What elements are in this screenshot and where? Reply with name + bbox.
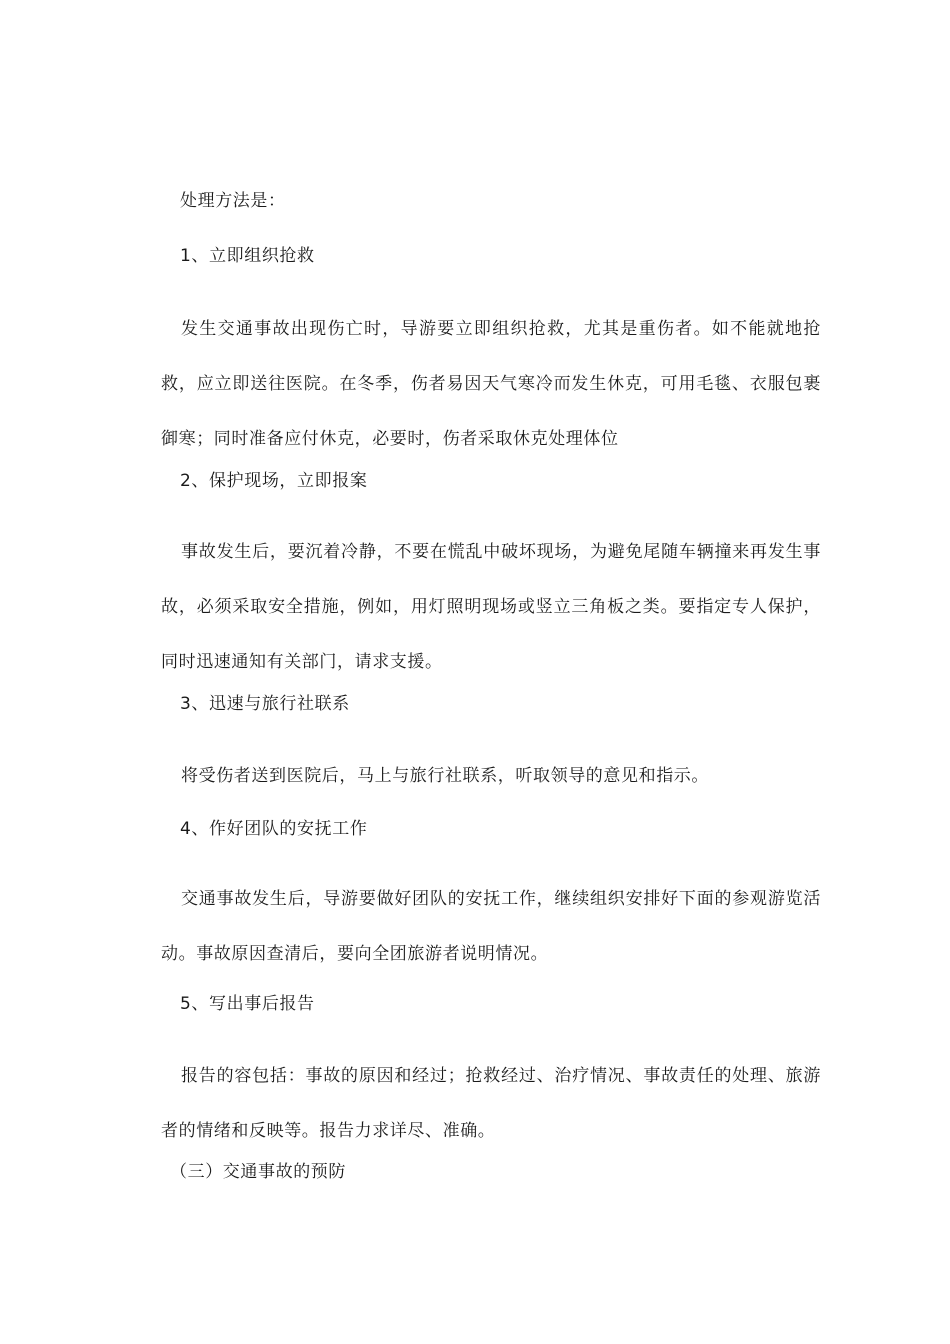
section-3-heading: 3、迅速与旅行社联系 [180, 694, 350, 714]
closing-heading: （三）交通事故的预防 [170, 1162, 346, 1182]
section-5-heading: 5、写出事后报告 [180, 994, 315, 1014]
section-4-heading: 4、作好团队的安抚工作 [180, 819, 368, 839]
section-1-body: 发生交通事故出现伤亡时，导游要立即组织抢救，尤其是重伤者。如不能就地抢救，应立即送往医院。在冬季，伤者易因天气寒冷而发生休克，可用毛毯、衣服包裹御寒；同时准备应付休克，必要时，伤者采取休克处理体位 [161, 319, 821, 449]
section-5-body: 报告的容包括：事故的原因和经过；抢救经过、治疗情况、事故责任的处理、旅游者的情绪和反映等。报告力求详尽、准确。 [161, 1066, 821, 1141]
section-3-body: 将受伤者送到医院后，马上与旅行社联系，听取领导的意见和指示。 [181, 766, 709, 786]
section-2-heading: 2、保护现场，立即报案 [180, 471, 368, 491]
section-4-body: 交通事故发生后，导游要做好团队的安抚工作，继续组织安排好下面的参观游览活动。事故原因查清后，要向全团旅游者说明情况。 [161, 889, 821, 964]
section-2-body: 事故发生后，要沉着冷静，不要在慌乱中破坏现场，为避免尾随车辆撞来再发生事故，必须采取安全措施，例如，用灯照明现场或竖立三角板之类。要指定专人保护，同时迅速通知有关部门，请求支援。 [161, 542, 821, 672]
section-1-heading: 1、立即组织抢救 [180, 246, 315, 266]
intro-text: 处理方法是： [180, 191, 286, 211]
